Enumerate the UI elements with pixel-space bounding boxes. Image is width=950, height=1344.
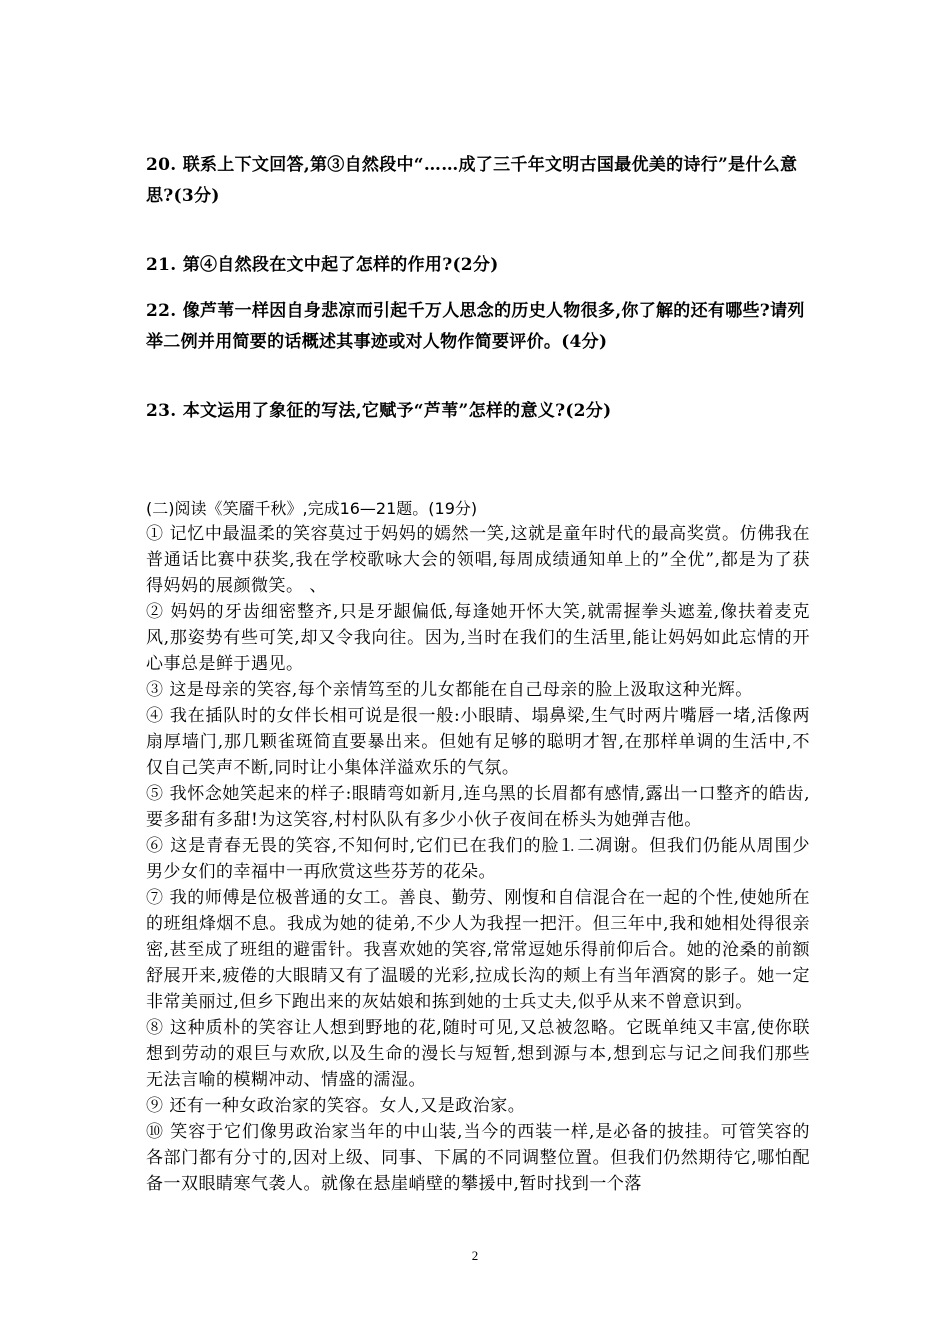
question-21: 21. 第④自然段在文中起了怎样的作用?(2分) [146, 255, 499, 275]
reading-passage [146, 521, 810, 1197]
question-22: 22. 像芦苇一样因自身悲凉而引起千万人思念的历史人物很多,你了解的还有哪些?请列举二例并用简要的话概述其事迹或对人物作简要评价。(4分) [146, 301, 805, 352]
paragraph-6: ⑥ 这是青春无畏的笑容,不知何时,它们已在我们的脸⒈二凋谢。但我们仍能从周围少男少女们的幸福中一再欣赏这些芬芳的花朵。 [146, 836, 810, 882]
paragraph-1: ① 记忆中最温柔的笑容莫过于妈妈的嫣然一笑,这就是童年时代的最高奖赏。仿佛我在普通话比赛中获奖,我在学校歌咏大会的领唱,每周成绩通知单上的”全优”,都是为了获得妈妈的展颜微笑。 、 [146, 524, 810, 596]
paragraph-5: ⑤ 我怀念她笑起来的样子:眼睛弯如新月,连乌黑的长眉都有感情,露出一口整齐的皓齿,要多甜有多甜!为这笑容,村村队队有多少小伙子夜间在桥头为她弹吉他。 [146, 784, 810, 830]
paragraph-7: ⑦ 我的师傅是位极普通的女工。善良、勤劳、刚愎和自信混合在一起的个性,使她所在的班组烽烟不息。我成为她的徒弟,不少人为我捏一把汗。但三年中,我和她相处得很亲密,甚至成了班组的避雷针。我喜欢她的笑容,常常逗她乐得前仰后合。她的沧桑的前额舒展开来,疲倦的大眼睛又有了温暖的光彩,拉成长沟的颊上有当年酒窝的影子。她一定非常美丽过,但乡下跑出来的灰姑娘和拣到她的士兵丈夫,似乎从来不曾意识到。 [146, 888, 810, 1012]
question-20: 20. 联系上下文回答,第③自然段中“……成了三千年文明古国最优美的诗行”是什么意思?(3分) [146, 155, 798, 206]
paragraph-9: ⑨ 还有一种女政治家的笑容。女人,又是政治家。 [146, 1096, 526, 1116]
paragraph-4: ④ 我在插队时的女伴长相可说是很一般:小眼睛、塌鼻梁,生气时两片嘴唇一堵,活像两扇厚墙门,那几颗雀斑简直要暴出来。但她有足够的聪明才智,在那样单调的生活中,不仅自己笑声不断,同时让小集体洋溢欢乐的气氛。 [146, 706, 810, 778]
section-title: (二)阅读《笑靥千秋》,完成16—21题。(19分) [146, 499, 478, 518]
paragraph-2: ② 妈妈的牙齿细密整齐,只是牙龈偏低,每逢她开怀大笑,就需握拳头遮羞,像扶着麦克风,那姿势有些可笑,却又令我向往。因为,当时在我们的生活里,能让妈妈如此忘情的开心事总是鲜于遇见。 [146, 602, 810, 674]
paragraph-3: ③ 这是母亲的笑容,每个亲情笃至的儿女都能在自己母亲的脸上汲取这种光辉。 [146, 680, 753, 700]
paragraph-10: ⑩ 笑容于它们像男政治家当年的中山装,当今的西装一样,是必备的披挂。可管笑容的各部门都有分寸的,因对上级、同事、下属的不同调整位置。但我们仍然期待它,哪怕配备一双眼睛寒气袭人。就像在悬崖峭壁的攀援中,暂时找到一个落 [146, 1122, 810, 1194]
paragraph-8: ⑧ 这种质朴的笑容让人想到野地的花,随时可见,又总被忽略。它既单纯又丰富,使你联想到劳动的艰巨与欢欣,以及生命的漫长与短暂,想到源与本,想到忘与记之间我们那些无法言喻的模糊冲动、情盛的濡湿。 [146, 1018, 810, 1090]
question-23: 23. 本文运用了象征的写法,它赋予“芦苇”怎样的意义?(2分) [146, 401, 612, 421]
page-number: 2 [471, 1248, 479, 1263]
